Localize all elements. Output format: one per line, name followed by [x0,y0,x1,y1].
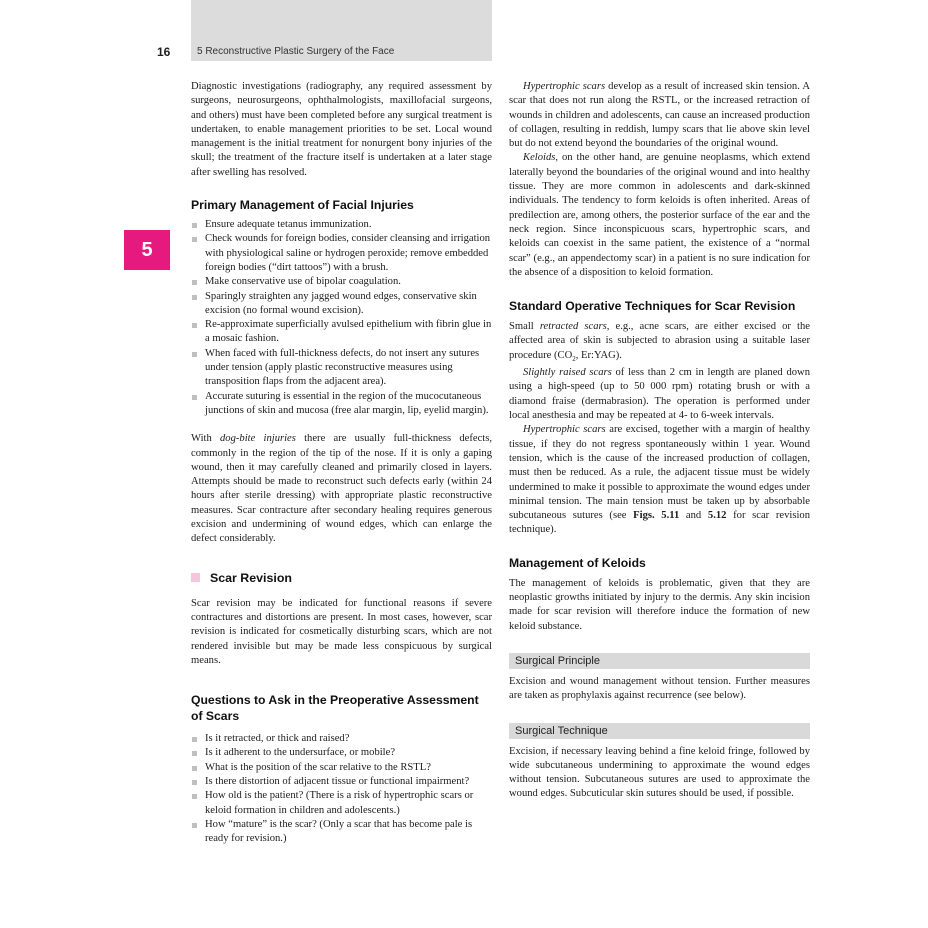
keloids-paragraph: Keloids, on the other hand, are genuine neoplasms, which extend laterally beyond the boundaries of the original wound and into healthy tissue. They are more common in adolescents and dark-skinned individuals. The tendency to form keloids is often inherited. Areas of predilection are, among others, the posterior surface of the ear and the neck region. Since inconspicuous scars, hypertrophic scars, and keloids can coexist in the same patient, the existence of a “normal scar” (e.g., an appendectomy scar) in a patient is no sure indication for the absence of a disposition to keloid formation. [509,152,810,278]
hypertrophic-excision-paragraph: Hypertrophic scars are excised, together with a margin of healthy tissue, if they do not regress spontaneously within 1 year. Wound tension, which is the cause of the increased production of collagen, must then be reduced. As a rule, the adjacent tissue must be widely undermined to make it possible to approximate the wound edges under minimal tension. The main tension must be taken up by absorbable subcutaneous sutures (see Figs. 5.11 and 5.12 for scar revision technique). [509,424,810,536]
questions-heading: Questions to Ask in the Preoperative Assessment of Scars [191,693,479,724]
list-item: When faced with full-thickness defects, do not insert any sutures under tension (apply plastic reconstructive measures using transposition flaps from the adjacent area). [191,347,492,390]
scar-revision-paragraph: Scar revision may be indicated for functional reasons if severe contractures and distortions are present. In most cases, however, scar revision is indicated for cosmetically disturbing scars, which are not rendered invisible but may be made less conspicuous by surgical means. [191,597,492,666]
figure-reference: 5.12 [707,510,727,522]
figure-reference: Figs. 5.11 [633,510,680,522]
primary-management-list [191,218,492,418]
keloid-management-heading: Management of Keloids [509,555,646,570]
standard-techniques-heading: Standard Operative Techniques for Scar Revision [509,299,796,314]
hypertrophic-paragraph: Hypertrophic scars develop as a result of increased skin tension. A scar that does not run along the RSTL, or the increased retraction of wounds in children and adolescents, can cause an increased production of collagen, resulting in reddish, lumpy scars that lie above skin level but do not extend beyond the boundaries of the original wound. [509,81,810,150]
list-item: Is it adherent to the undersurface, or mobile? [191,746,492,760]
bullet-icon [192,751,197,756]
list-item: Accurate suturing is essential in the region of the mucocutaneous junctions of skin and mucosa (free alar margin, lip, eyelid margin). [191,390,492,419]
keloid-management-paragraph: The management of keloids is problematic, given that they are neoplastic growths initiated by injury to the dermis. Any skin incision made for scar revision will therefore induce the formation of new keloid substance. [509,577,810,632]
surgical-technique-label: Surgical Technique [509,723,810,739]
page-number: 16 [157,45,171,59]
right-column [509,80,810,802]
bullet-icon [192,780,197,785]
bullet-icon [192,823,197,828]
list-item: How old is the patient? (There is a risk of hypertrophic scars or keloid formation in children and adolescents.) [191,789,492,818]
scar-revision-heading-row [191,571,492,585]
small-scars-paragraph: Small retracted scars, e.g., acne scars, are either excised or the affected area of skin is subjected to abrasion using a suitable laser procedure ($CO_2$, Er:YAG). [509,321,810,363]
list-item: Re-approximate superficially avulsed epithelium with fibrin glue in a mosaic fashion. [191,318,492,347]
list-item: Ensure adequate tetanus immunization. [191,218,492,232]
list-item: What is the position of the scar relative to the RSTL? [191,761,492,775]
surgical-principle-paragraph: Excision and wound management without tension. Further measures are taken as prophylaxis against recurrence (see below). [509,675,810,702]
left-column [191,80,492,846]
bullet-icon [192,395,197,400]
bullet-icon [192,766,197,771]
questions-list [191,732,492,846]
list-item: Is there distortion of adjacent tissue or functional impairment? [191,775,492,789]
bullet-icon [192,323,197,328]
bullet-icon [192,295,197,300]
chapter-tab: 5 [124,230,170,270]
bullet-icon [192,737,197,742]
bullet-icon [192,352,197,357]
list-item: Sparingly straighten any jagged wound edges, conservative skin excision (no formal wound excision). [191,290,492,319]
running-title: 5 Reconstructive Plastic Surgery of the Face [197,46,395,57]
section-square-icon [191,573,200,582]
dog-bite-paragraph: With dog-bite injuries there are usually full-thickness defects, commonly in the region of the tip of the nose. If it is only a gaping wound, then it may carefully cleaned and primarily closed in layers. Attempts should be made to reconstruct such defects early (within 24 hours after sterile dressing) with appropriate plastic reconstructive measures. Scar contracture after secondary healing requires generous excision and undermining of wound edges, which can enlarge the defect considerably. [191,433,492,545]
surgical-principle-label: Surgical Principle [509,653,810,669]
slightly-raised-paragraph: Slightly raised scars of less than 2 cm in length are planed down using a high-speed (up to 50 000 rpm) rotating brush or with a diamond fraise (dermabrasion). The operation is performed under local anesthesia and may be repeated at 4- to 6-week intervals. [509,367,811,422]
intro-paragraph: Diagnostic investigations (radiography, any required assessment by surgeons, neurosurgeons, ophthalmologists, maxillofacial surgeons, and others) must have been completed before any surgical treatment is undertaken, to enable management priorities to be set. Local wound management is the initial treatment for nonurgent bony injuries of the skull; the treatment of the fracture itself is undertaken at a later stage after swelling has resolved. [191,81,492,178]
list-item: Make conservative use of bipolar coagulation. [191,275,492,289]
bullet-icon [192,794,197,799]
list-item: Is it retracted, or thick and raised? [191,732,492,746]
bullet-icon [192,237,197,242]
list-item: Check wounds for foreign bodies, consider cleansing and irrigation with physiological saline or hydrogen peroxide; remove embedded foreign bodies (“dirt tattoos”) with a brush. [191,232,492,275]
bullet-icon [192,223,197,228]
surgical-technique-paragraph: Excision, if necessary leaving behind a fine keloid fringe, followed by wide subcutaneous undermining to approximate the wound edges without tension. Subcutaneous sutures are used to approximate the wound edges. Subcuticular skin sutures should be used, if possible. [509,745,810,800]
bullet-icon [192,280,197,285]
primary-management-heading: Primary Management of Facial Injuries [191,198,414,213]
scar-revision-heading: Scar Revision [210,570,292,585]
list-item: How “mature” is the scar? (Only a scar that has become pale is ready for revision.) [191,818,492,847]
